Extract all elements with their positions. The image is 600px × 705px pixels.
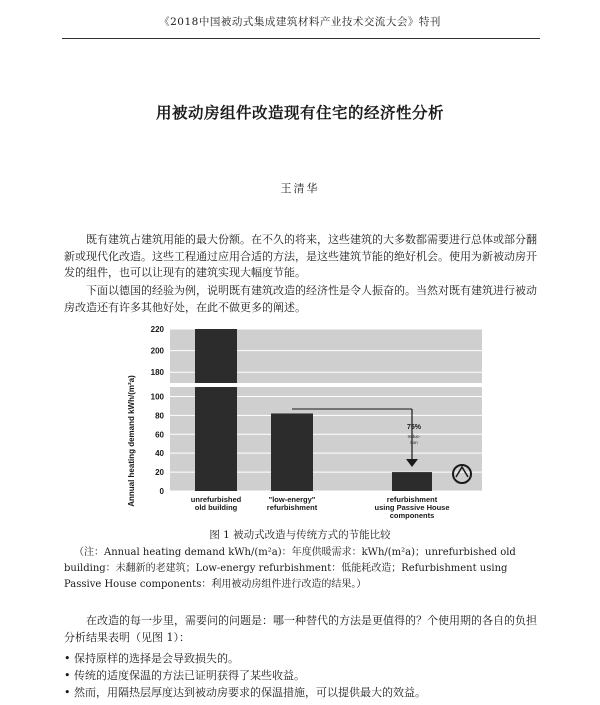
bar xyxy=(195,387,237,491)
tick-label: 80 xyxy=(155,411,164,421)
list-item: • 然而，用隔热层厚度达到被动房要求的保温措施，可以提供最大的效益。 xyxy=(64,684,542,701)
tick-label: 60 xyxy=(155,430,164,440)
reduction-text-2: tion xyxy=(410,440,418,445)
bar xyxy=(195,329,237,383)
category-label: unrefurbished xyxy=(190,495,242,504)
category-label: components xyxy=(389,511,435,520)
category-label: refurbishment xyxy=(266,503,318,512)
intro-paragraph: 既有建筑占建筑用能的最大份额。在不久的将来，这些建筑的大多数都需要进行总体或部分翻新或现代化改造。这些工程通过应用合适的方法，是这些建筑节能的绝好机会。使用为新被动房开发的组件，也可以让现有的建筑实现大幅度节能。 xyxy=(64,233,537,279)
category-labels xyxy=(191,495,450,520)
reduction-text-1: reduc- xyxy=(407,434,421,439)
list-item: • 传统的适度保温的方法已证明获得了某些收益。 xyxy=(64,667,542,684)
chart-svg xyxy=(122,321,492,521)
tick-label: 200 xyxy=(150,346,164,356)
tick-labels xyxy=(151,325,165,496)
tick-label: 180 xyxy=(150,368,164,378)
figure-caption: 图 1 被动式改造与传统方式的节能比较 xyxy=(209,529,391,541)
bar xyxy=(271,413,313,491)
category-label: old building xyxy=(194,503,238,512)
category-label: "low-energy" xyxy=(268,495,316,504)
category-label: refurbishment xyxy=(386,495,438,504)
example-paragraph: 下面以德国的经验为例，说明既有建筑改造的经济性是令人振奋的。当然对既有建筑进行被动房改造还有许多其他好处，在此不做更多的阐述。 xyxy=(64,284,537,314)
category-label: using Passive House xyxy=(374,503,450,512)
figure-note: （注：Annual heating demand kWh/(m²a)：年度供暖需求：kWh/(m²a)；unrefurbished old building：未翻新的老建筑；Low-energy refurbishment：低能耗改造；Refurbishment using Passive House components：利用被动房组件进行改造的结果。） xyxy=(64,547,516,590)
header-rule xyxy=(62,38,540,39)
tick-label: 20 xyxy=(155,468,164,478)
bar xyxy=(392,472,432,491)
bullet-list xyxy=(64,650,542,701)
reduction-percent: 75% xyxy=(406,424,422,431)
tick-label: 40 xyxy=(155,449,164,459)
heating-demand-chart xyxy=(122,321,492,521)
tick-label: 0 xyxy=(159,487,164,496)
tick-label: 100 xyxy=(150,392,164,402)
analysis-paragraph: 在改造的每一步里，需要问的问题是：哪一种替代的方法是更值得的？个使用期的各自的负担分析结果表明（见图 1）： xyxy=(64,614,537,644)
journal-header: 《2018中国被动式集成建筑材料产业技术交流大会》特刊 xyxy=(159,16,441,28)
list-item: • 保持原样的选择是会导致损失的。 xyxy=(64,650,542,667)
author-name: 王清华 xyxy=(280,182,320,195)
paper-title: 用被动房组件改造现有住宅的经济性分析 xyxy=(155,104,444,122)
tick-label: 220 xyxy=(150,325,164,334)
y-axis-label: Annual heating demand kWh/(m²a) xyxy=(127,375,136,507)
